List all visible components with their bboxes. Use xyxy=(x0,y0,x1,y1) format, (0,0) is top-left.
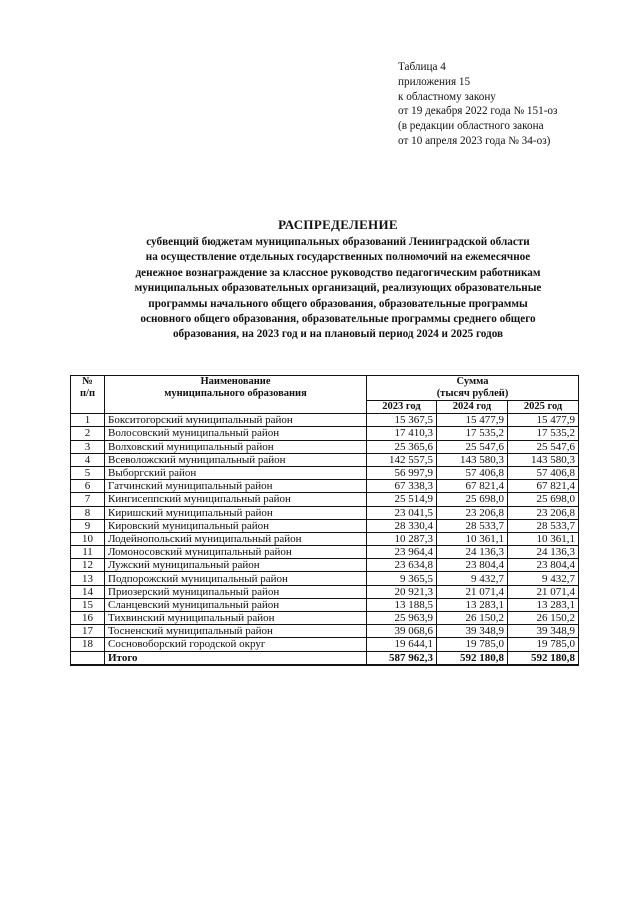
row-number: 18 xyxy=(71,638,105,651)
subtitle-line: программы начального общего образования, образовательные программы xyxy=(148,297,528,310)
value-2025: 17 535,2 xyxy=(508,427,579,440)
row-number: 13 xyxy=(71,572,105,585)
value-2023: 17 410,3 xyxy=(367,427,437,440)
value-2025: 67 821,4 xyxy=(508,480,579,493)
value-2025: 57 406,8 xyxy=(508,466,579,479)
row-number: 2 xyxy=(71,427,105,440)
value-2024: 23 804,4 xyxy=(437,559,508,572)
value-2025: 19 785,0 xyxy=(508,638,579,651)
row-name: Сланцевский муниципальный район xyxy=(105,598,367,611)
value-2024: 10 361,1 xyxy=(437,532,508,545)
row-name: Всеволожский муниципальный район xyxy=(105,453,367,466)
value-2024: 39 348,9 xyxy=(437,625,508,638)
value-2025: 143 580,3 xyxy=(508,453,579,466)
header-sum-line2: (тысяч рублей) xyxy=(436,388,509,399)
row-number: 3 xyxy=(71,440,105,453)
subtitle-line: образования, на 2023 год и на плановый период 2024 и 2025 годов xyxy=(172,328,504,341)
subtitle-line: на осуществление отдельных государственных полномочий на ежемесячное xyxy=(145,251,531,264)
header-name-line1: Наименование xyxy=(200,376,271,387)
row-name: Подпорожский муниципальный район xyxy=(105,572,367,585)
row-name: Тихвинский муниципальный район xyxy=(105,612,367,625)
value-2025: 9 432,7 xyxy=(508,572,579,585)
header-number-line2: п/п xyxy=(79,388,96,399)
value-2024: 15 477,9 xyxy=(437,414,508,427)
value-2023: 25 963,9 xyxy=(367,612,437,625)
value-2025: 25 547,6 xyxy=(508,440,579,453)
total-row xyxy=(71,651,579,665)
row-name: Ломоносовский муниципальный район xyxy=(105,546,367,559)
value-2025: 10 361,1 xyxy=(508,532,579,545)
table-row xyxy=(71,519,579,532)
header-year-2023: 2023 год xyxy=(367,401,437,414)
row-number: 9 xyxy=(71,519,105,532)
value-2025: 39 348,9 xyxy=(508,625,579,638)
table-row xyxy=(71,427,579,440)
header-year-2025: 2025 год xyxy=(508,401,579,414)
subtitle-line: основного общего образования, образовательные программы среднего общего xyxy=(140,313,536,326)
value-2025: 13 283,1 xyxy=(508,598,579,611)
appendix-note xyxy=(398,60,628,149)
row-name: Лужский муниципальный район xyxy=(105,559,367,572)
value-2024: 9 432,7 xyxy=(437,572,508,585)
header-name-line2: муниципального образования xyxy=(164,388,307,399)
value-2024: 21 071,4 xyxy=(437,585,508,598)
value-2023: 15 367,5 xyxy=(367,414,437,427)
value-2023: 13 188,5 xyxy=(367,598,437,611)
row-number: 17 xyxy=(71,625,105,638)
table-row xyxy=(71,546,579,559)
table-row xyxy=(71,638,579,651)
row-number: 8 xyxy=(71,506,105,519)
value-2025: 15 477,9 xyxy=(508,414,579,427)
row-number: 5 xyxy=(71,466,105,479)
value-2023: 56 997,9 xyxy=(367,466,437,479)
value-2024: 23 206,8 xyxy=(437,506,508,519)
value-2023: 25 365,6 xyxy=(367,440,437,453)
value-2023: 20 921,3 xyxy=(367,585,437,598)
header-year-2024: 2024 год xyxy=(437,401,508,414)
row-name: Волосовский муниципальный район xyxy=(105,427,367,440)
header-number-line1: № xyxy=(82,376,93,387)
value-2024: 17 535,2 xyxy=(437,427,508,440)
table-row xyxy=(71,506,579,519)
row-number: 16 xyxy=(71,612,105,625)
row-name: Тосненский муниципальный район xyxy=(105,625,367,638)
appendix-note-line: приложения 15 xyxy=(398,75,471,88)
table-row xyxy=(71,493,579,506)
row-name: Кингисеппский муниципальный район xyxy=(105,493,367,506)
table-row xyxy=(71,532,579,545)
value-2023: 23 964,4 xyxy=(367,546,437,559)
header-sum xyxy=(367,376,579,401)
value-2024: 26 150,2 xyxy=(437,612,508,625)
value-2024: 13 283,1 xyxy=(437,598,508,611)
document-title: РАСПРЕДЕЛЕНИЕ xyxy=(278,217,398,232)
appendix-note-line: от 19 декабря 2022 года № 151-оз xyxy=(398,105,558,118)
table-row xyxy=(71,414,579,427)
row-number: 14 xyxy=(71,585,105,598)
appendix-note-line: от 10 апреля 2023 года № 34-оз) xyxy=(398,134,551,147)
total-2025: 592 180,8 xyxy=(508,651,579,665)
value-2024: 24 136,3 xyxy=(437,546,508,559)
value-2024: 25 698,0 xyxy=(437,493,508,506)
value-2025: 23 804,4 xyxy=(508,559,579,572)
value-2025: 23 206,8 xyxy=(508,506,579,519)
total-number xyxy=(71,651,105,665)
row-name: Сосновоборский городской округ xyxy=(105,638,367,651)
value-2025: 25 698,0 xyxy=(508,493,579,506)
row-name: Лодейнопольский муниципальный район xyxy=(105,532,367,545)
value-2025: 21 071,4 xyxy=(508,585,579,598)
row-number: 7 xyxy=(71,493,105,506)
row-name: Выборгский район xyxy=(105,466,367,479)
value-2024: 67 821,4 xyxy=(437,480,508,493)
row-number: 12 xyxy=(71,559,105,572)
row-name: Гатчинский муниципальный район xyxy=(105,480,367,493)
row-name: Приозерский муниципальный район xyxy=(105,585,367,598)
table-row xyxy=(71,598,579,611)
value-2023: 9 365,5 xyxy=(367,572,437,585)
table-row xyxy=(71,585,579,598)
row-name: Кировский муниципальный район xyxy=(105,519,367,532)
appendix-note-line: Таблица 4 xyxy=(398,61,446,73)
subtitle-line: муниципальных образовательных организаций, реализующих образовательные xyxy=(134,282,542,295)
value-2024: 143 580,3 xyxy=(437,453,508,466)
value-2024: 25 547,6 xyxy=(437,440,508,453)
table-body xyxy=(71,414,579,665)
value-2025: 28 533,7 xyxy=(508,519,579,532)
row-number: 4 xyxy=(71,453,105,466)
header-sum-line1: Сумма xyxy=(456,376,489,387)
appendix-note-line: (в редакции областного закона xyxy=(398,120,544,133)
value-2025: 26 150,2 xyxy=(508,612,579,625)
value-2023: 19 644,1 xyxy=(367,638,437,651)
row-name: Бокситогорский муниципальный район xyxy=(105,414,367,427)
document-subtitle xyxy=(60,235,616,343)
value-2024: 19 785,0 xyxy=(437,638,508,651)
row-number: 6 xyxy=(71,480,105,493)
table-row xyxy=(71,572,579,585)
total-label: Итого xyxy=(105,651,367,665)
value-2025: 24 136,3 xyxy=(508,546,579,559)
distribution-table xyxy=(70,375,579,666)
value-2023: 39 068,6 xyxy=(367,625,437,638)
total-2023: 587 962,3 xyxy=(367,651,437,665)
row-number: 15 xyxy=(71,598,105,611)
row-name: Киришский муниципальный район xyxy=(105,506,367,519)
table-row xyxy=(71,480,579,493)
document-heading xyxy=(60,216,616,343)
row-number: 11 xyxy=(71,546,105,559)
table-row xyxy=(71,453,579,466)
header-name xyxy=(105,376,367,414)
row-number: 1 xyxy=(71,414,105,427)
table-row xyxy=(71,625,579,638)
table-row xyxy=(71,559,579,572)
value-2023: 23 041,5 xyxy=(367,506,437,519)
total-2024: 592 180,8 xyxy=(437,651,508,665)
table-row xyxy=(71,440,579,453)
value-2023: 67 338,3 xyxy=(367,480,437,493)
value-2023: 28 330,4 xyxy=(367,519,437,532)
subtitle-line: субвенций бюджетам муниципальных образований Ленинградской области xyxy=(146,236,530,248)
table-row xyxy=(71,466,579,479)
value-2023: 25 514,9 xyxy=(367,493,437,506)
row-name: Волховский муниципальный район xyxy=(105,440,367,453)
value-2024: 57 406,8 xyxy=(437,466,508,479)
subtitle-line: денежное вознаграждение за классное руководство педагогическим работникам xyxy=(135,266,541,279)
value-2024: 28 533,7 xyxy=(437,519,508,532)
appendix-note-line: к областному закону xyxy=(398,90,496,103)
value-2023: 142 557,5 xyxy=(367,453,437,466)
value-2023: 10 287,3 xyxy=(367,532,437,545)
row-number: 10 xyxy=(71,532,105,545)
header-number xyxy=(71,376,105,414)
table-row xyxy=(71,612,579,625)
value-2023: 23 634,8 xyxy=(367,559,437,572)
